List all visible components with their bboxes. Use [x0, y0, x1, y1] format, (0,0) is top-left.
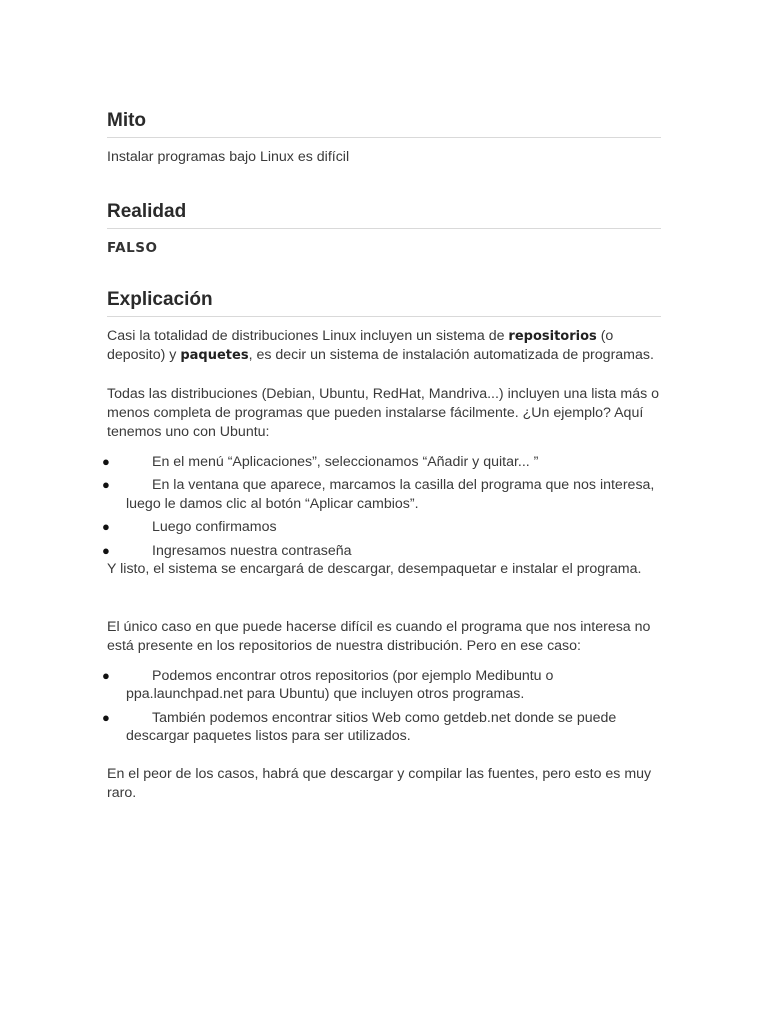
list-item-text: Luego confirmamos: [152, 519, 277, 536]
bullet-icon: ●: [102, 519, 110, 535]
section-realidad: [107, 201, 661, 258]
document-page: [102, 110, 661, 803]
explicacion-paragraph-4: El único caso en que puede hacerse difícil es cuando el programa que nos interesa no está presente en los repositorios de nuestra distribución. Pero en ese caso:: [107, 618, 651, 655]
explicacion-paragraph-1: [107, 327, 661, 366]
list-item-text: En el menú “Aplicaciones”, seleccionamos “Añadir y quitar... ”: [152, 453, 539, 470]
bullet-icon: ●: [102, 667, 110, 683]
p1-part-c: (o deposito) y: [107, 327, 614, 364]
explicacion-paragraph-3: Y listo, el sistema se encargará de descargar, desempaquetar e instalar el programa.: [107, 561, 642, 578]
list-item-text: Ingresamos nuestra contraseña: [152, 542, 352, 559]
heading-realidad: Realidad: [107, 201, 661, 229]
bold-paquetes: paquetes: [180, 348, 249, 364]
bold-repositorios: repositorios: [508, 328, 597, 344]
list-item: [102, 667, 661, 704]
section-explicacion: [102, 288, 661, 804]
bullet-icon: ●: [102, 453, 110, 469]
list-item: [102, 709, 661, 746]
list-item: [102, 476, 661, 513]
explicacion-paragraph-2: Todas las distribuciones (Debian, Ubuntu, RedHat, Mandriva...) incluyen una lista más o menos completa de programas que pueden instalarse fácilmente. ¿Un ejemplo? Aquí tenemos uno con Ubuntu:: [107, 385, 660, 441]
list-item: [102, 542, 661, 561]
mito-text: Instalar programas bajo Linux es difícil: [107, 149, 350, 165]
bullet-icon: ●: [102, 709, 110, 725]
list-item-text: Podemos encontrar otros repositorios (por ejemplo Medibuntu o ppa.launchpad.net para Ubuntu) que incluyen otros programas.: [126, 667, 554, 703]
heading-mito: Mito: [107, 110, 661, 138]
bullet-icon: ●: [102, 542, 110, 558]
heading-explicacion: Explicación: [107, 289, 661, 317]
bullet-icon: ●: [102, 477, 110, 493]
alternatives-list: [102, 667, 661, 746]
p1-part-d: , es decir un sistema de instalación automatizada de programas.: [248, 347, 654, 364]
list-item-text: También podemos encontrar sitios Web como getdeb.net donde se puede descargar paquetes listos para ser utilizados.: [126, 709, 617, 745]
list-item: [102, 453, 661, 472]
explicacion-paragraph-5: En el peor de los casos, habrá que descargar y compilar las fuentes, pero esto es muy raro.: [107, 765, 652, 801]
p1-part-a: Casi la totalidad de distribuciones Linux incluyen un sistema de: [107, 327, 509, 344]
list-item: [102, 518, 661, 537]
list-item-text: En la ventana que aparece, marcamos la casilla del programa que nos interesa, luego le damos clic al botón “Aplicar cambios”.: [126, 477, 655, 512]
realidad-text: FALSO: [107, 240, 158, 257]
section-mito: [107, 110, 661, 167]
steps-list: [102, 453, 661, 561]
